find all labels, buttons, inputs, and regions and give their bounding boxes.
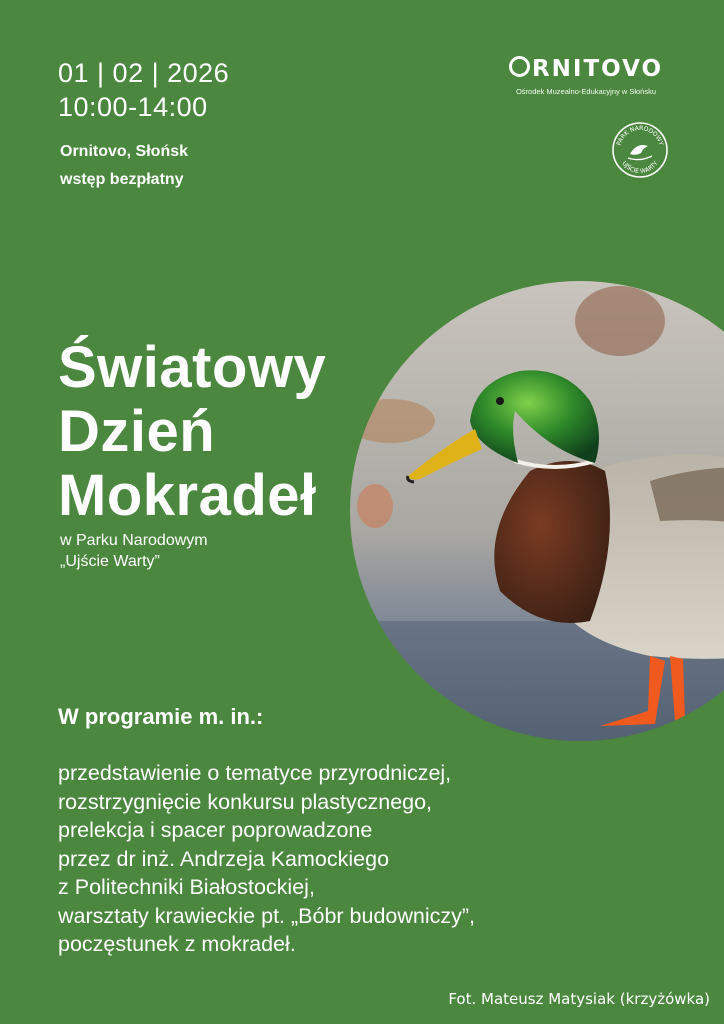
subtitle-line-1: w Parku Narodowym bbox=[60, 532, 208, 549]
event-time: 10:00-14:00 bbox=[58, 92, 208, 122]
title-line-2: Dzień bbox=[58, 399, 216, 464]
program-list bbox=[58, 759, 475, 959]
program-item: przedstawienie o tematyce przyrodniczej, bbox=[58, 761, 452, 785]
logo-o-icon bbox=[509, 56, 530, 77]
badge-text-top: PARK NARODOWY bbox=[615, 124, 665, 147]
program-heading: W programie m. in.: bbox=[58, 704, 264, 729]
page-title bbox=[58, 336, 326, 528]
title-line-1: Światowy bbox=[58, 335, 327, 400]
program-item: rozstrzygnięcie konkursu plastycznego, bbox=[58, 789, 433, 814]
subtitle-line-2: „Ujście Warty” bbox=[60, 553, 160, 570]
event-date: 01 | 02 | 2026 bbox=[58, 58, 230, 88]
program-item: prelekcja i spacer poprowadzone bbox=[58, 818, 373, 842]
ornitovo-logo bbox=[496, 54, 676, 98]
park-badge-icon bbox=[610, 120, 670, 180]
program-item: poczęstunek z mokradeł. bbox=[58, 932, 296, 956]
date-time-block bbox=[58, 56, 229, 124]
mallard-duck-photo bbox=[350, 281, 724, 741]
location-block bbox=[60, 138, 188, 194]
photo-credit: Fot. Mateusz Matysiak (krzyżówka) bbox=[448, 990, 710, 1008]
logo-subtitle: Ośrodek Muzealno-Edukacyjny w Słońsku bbox=[515, 87, 657, 96]
program-item: przez dr inż. Andrzeja Kamockiego bbox=[58, 846, 390, 871]
program-item: z Politechniki Białostockiej, bbox=[58, 875, 315, 899]
subtitle bbox=[60, 530, 208, 572]
title-line-3: Mokradeł bbox=[58, 463, 317, 528]
event-admission: wstęp bezpłatny bbox=[60, 171, 184, 188]
logo-name-rest: RNITOVO bbox=[531, 56, 664, 82]
badge-text-bottom: UJŚCIE WARTY bbox=[620, 160, 660, 176]
event-location: Ornitovo, Słońsk bbox=[60, 143, 189, 160]
logo-wordmark bbox=[496, 54, 676, 84]
program-item: warsztaty krawieckie pt. „Bóbr budowniczy”, bbox=[58, 903, 476, 928]
